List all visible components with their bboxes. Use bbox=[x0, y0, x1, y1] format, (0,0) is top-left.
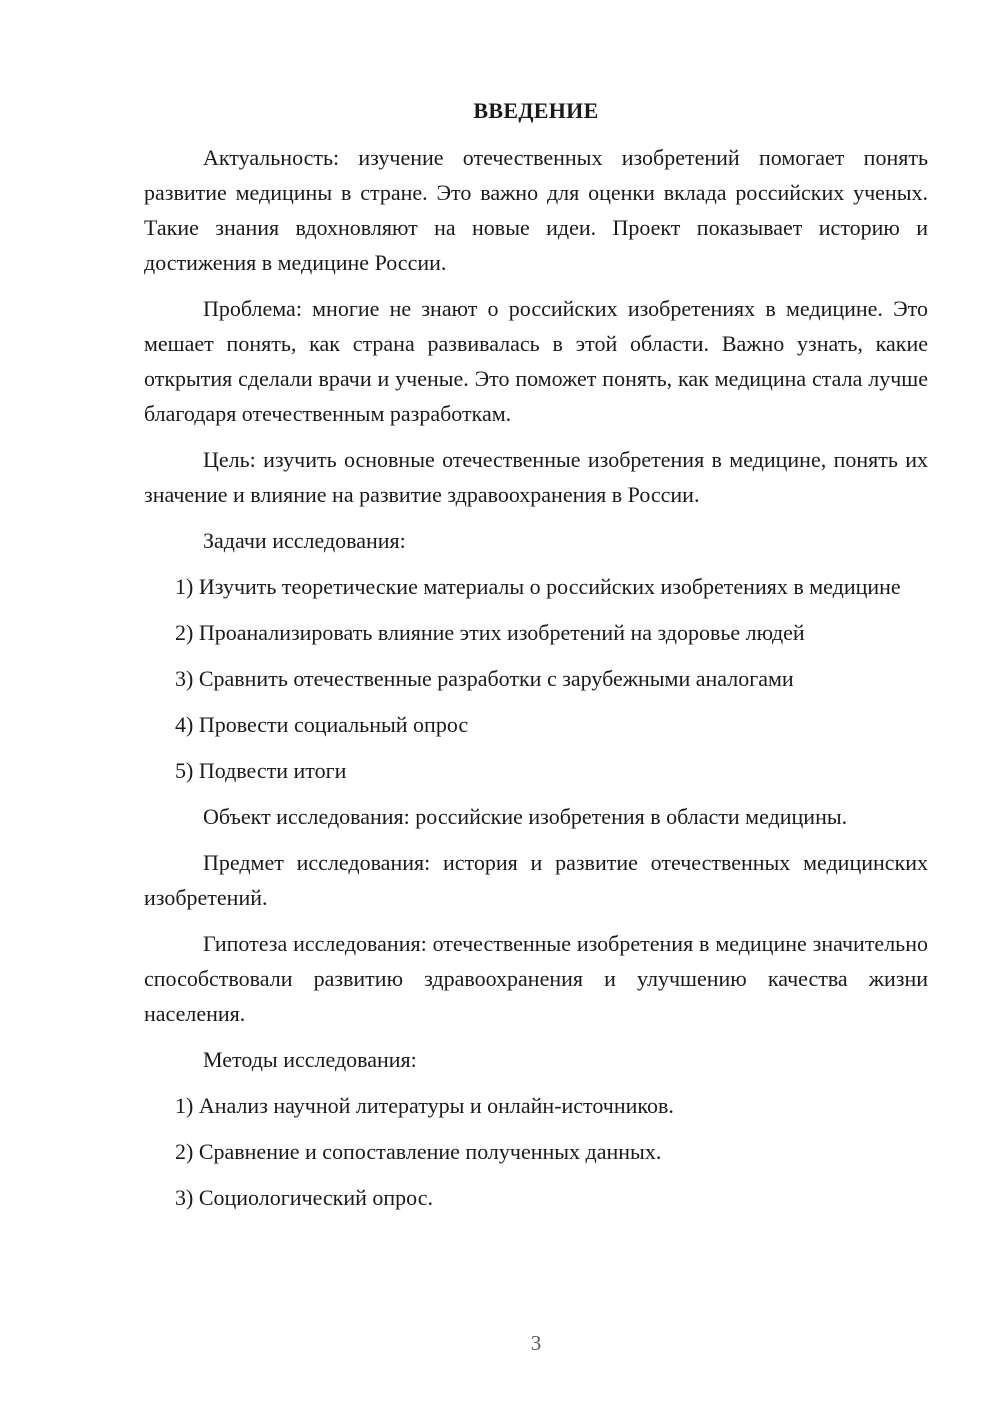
goal-paragraph: Цель: изучить основные отечественные изобретения в медицине, понять их значение и влияние на развитие здравоохранения в России. bbox=[144, 447, 928, 507]
subject-paragraph: Предмет исследования: история и развитие отечественных медицинских изобретений. bbox=[144, 850, 928, 910]
problem-paragraph: Проблема: многие не знают о российских изобретениях в медицине. Это мешает понять, как страна развивалась в этой области. Важно узнать, какие открытия сделали врачи и ученые. Это поможет понять, как медицина стала лучше благодаря отечественным разработкам. bbox=[144, 296, 928, 426]
tasks-heading: Задачи исследования: bbox=[203, 528, 406, 553]
task-item: 3) Сравнить отечественные разработки с зарубежными аналогами bbox=[175, 666, 794, 691]
method-item: 1) Анализ научной литературы и онлайн-источников. bbox=[175, 1093, 674, 1118]
page-number: 3 bbox=[530, 1331, 542, 1355]
task-item: 5) Подвести итоги bbox=[175, 758, 347, 783]
method-item: 3) Социологический опрос. bbox=[175, 1185, 433, 1210]
object-paragraph: Объект исследования: российские изобретения в области медицины. bbox=[203, 804, 848, 829]
method-item: 2) Сравнение и сопоставление полученных данных. bbox=[175, 1139, 662, 1164]
page-title: ВВЕДЕНИЕ bbox=[473, 98, 599, 123]
task-item: 4) Провести социальный опрос bbox=[175, 712, 469, 737]
relevance-paragraph: Актуальность: изучение отечественных изобретений помогает понять развитие медицины в стране. Это важно для оценки вклада российских ученых. Такие знания вдохновляют на новые идеи. Проект показывает историю и достижения в медицине России. bbox=[144, 145, 928, 275]
task-item: 2) Проанализировать влияние этих изобретений на здоровье людей bbox=[175, 620, 805, 645]
task-item: 1) Изучить теоретические материалы о российских изобретениях в медицине bbox=[175, 574, 901, 599]
methods-heading: Методы исследования: bbox=[203, 1047, 417, 1072]
hypothesis-paragraph: Гипотеза исследования: отечественные изобретения в медицине значительно способствовали развитию здравоохранения и улучшению качества жизни населения. bbox=[144, 931, 928, 1026]
document-page bbox=[144, 96, 928, 1226]
